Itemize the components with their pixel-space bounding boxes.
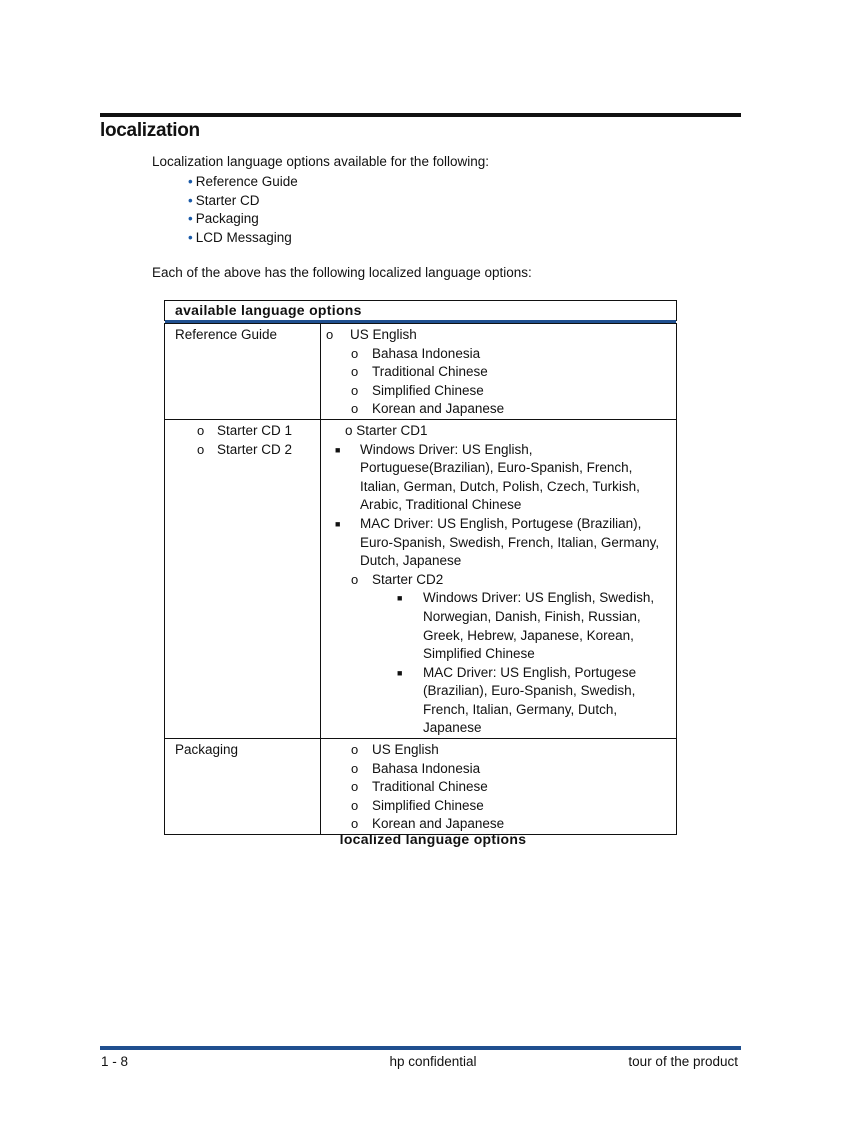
row-label: Starter CD 1 — [217, 422, 293, 438]
list-item: o Bahasa Indonesia — [351, 760, 481, 776]
list-item: o Traditional Chinese — [351, 364, 488, 380]
bullet-icon: • — [188, 229, 193, 245]
row-label: Reference Guide — [175, 327, 278, 342]
table-row — [165, 419, 677, 738]
row-label: Packaging — [175, 742, 239, 758]
list-item: ■ Windows Driver: US English, — [321, 441, 676, 460]
square-bullet-icon: ■ — [397, 593, 403, 604]
lead-text: Each of the above has the following localized language options: — [152, 265, 532, 280]
footer-section: tour of the product — [628, 1054, 738, 1069]
list-item: • Starter CD — [188, 192, 260, 208]
list-item: o Korean and Japanese — [351, 401, 505, 417]
row-label: Starter CD 2 — [217, 441, 293, 457]
bullet-icon: • — [188, 192, 193, 208]
row-label-cell: o Starter CD 1 o Starter CD 2 — [165, 419, 321, 738]
top-rule — [100, 113, 741, 117]
page-number: 1 - 8 — [101, 1054, 129, 1069]
footer-confidential: hp confidential — [389, 1054, 477, 1069]
list-item: o Korean and Japanese — [351, 816, 505, 832]
intro-text: Localization language options available for the following: — [152, 154, 489, 169]
list-item: ■ Windows Driver: US English, Swedish, — [321, 589, 676, 608]
square-bullet-icon: ■ — [397, 667, 403, 678]
bullet-list — [188, 173, 298, 247]
list-item: ■ MAC Driver: US English, Portugese — [321, 664, 676, 683]
bullet-icon: • — [188, 211, 193, 226]
square-bullet-icon: ■ — [335, 444, 341, 455]
row-label-cell — [165, 739, 321, 835]
list-item: • Packaging — [188, 211, 259, 226]
list-item: • Reference Guide — [188, 174, 298, 189]
row-label-cell — [165, 324, 321, 420]
list-item: o Simplified Chinese — [351, 797, 484, 813]
list-item: • LCD Messaging — [188, 229, 292, 245]
list-item: o US English — [351, 742, 439, 758]
list-item: o Traditional Chinese — [351, 779, 488, 795]
table-caption: localized language options — [339, 831, 527, 847]
row-values-cell — [321, 739, 677, 835]
footer-rule — [100, 1046, 741, 1050]
language-options-table — [164, 300, 677, 835]
table-row — [165, 324, 677, 420]
bullet-icon: • — [188, 174, 193, 189]
table-row — [165, 739, 677, 835]
table-header-label: available language options — [175, 302, 362, 318]
list-item: o Bahasa Indonesia — [351, 345, 481, 361]
square-bullet-icon: ■ — [335, 518, 341, 529]
list-item: ■ MAC Driver: US English, Portugese (Brazilian), — [321, 515, 676, 534]
list-item: o Simplified Chinese — [351, 382, 484, 398]
list-item: o US English — [326, 327, 417, 342]
table-header — [164, 300, 677, 321]
header-rule — [165, 320, 676, 323]
list-item: o Starter CD2 — [351, 571, 444, 587]
section-title: localization — [100, 120, 200, 141]
row-values-cell — [321, 324, 677, 420]
row-values-cell: o Starter CD1 ■ Windows Driver: US English, Portuguese(Brazilian), Euro-Spanish, French, Italian, German, Dutch, Polish, Czech, Turkish, Arabic, Traditional Chinese ■ MAC Driver: US English, Portugese (Brazilian), Euro-Spanish, Swedish, French, Italian, Germany, Dutch, Japanese o Starter CD2 ■ Windows Driver: US English, Swedish, Norwegian, Danish, Finish, Russian, Greek, Hebrew, Japanese, Korean, Simplified Chinese ■ MAC Driver: US English, Portugese (Brazilian), Euro-Spanish, Swedish, French, Italian, Germany, Dutch, Japanese — [321, 419, 677, 738]
